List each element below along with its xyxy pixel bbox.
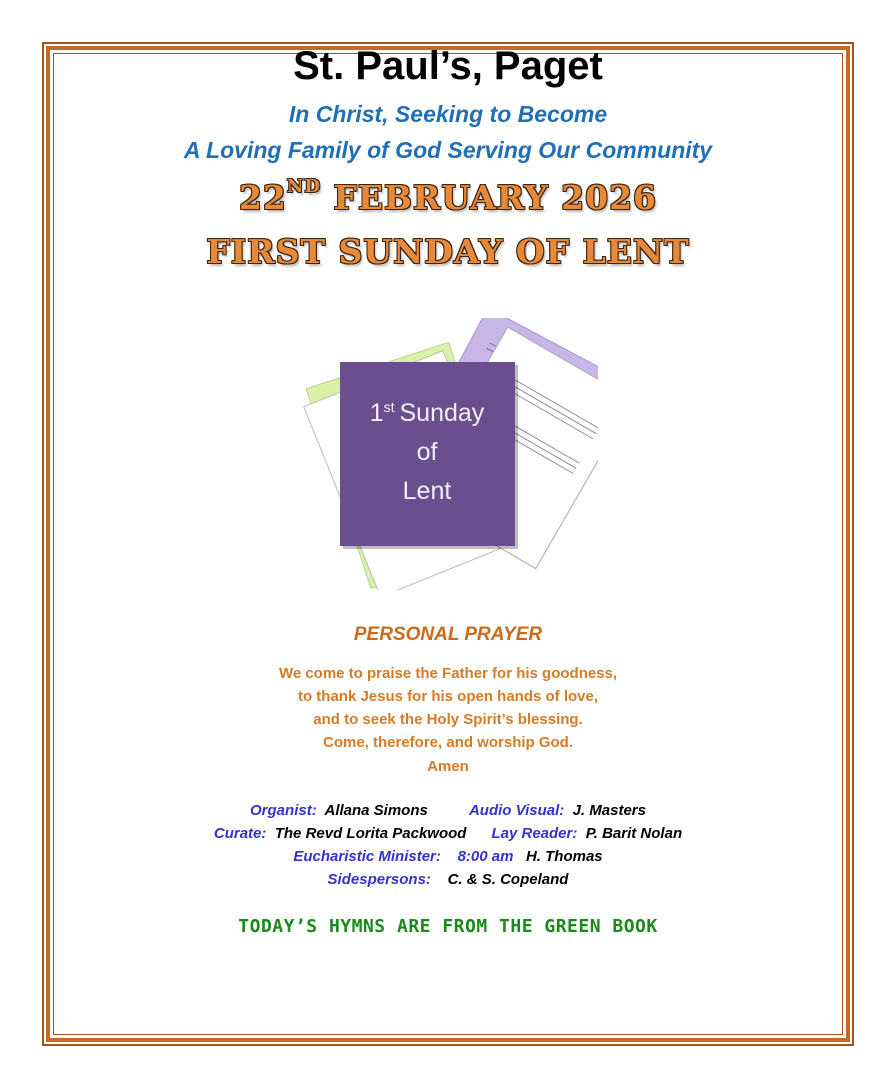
curate-name: The Revd Lorita Packwood	[274, 825, 467, 842]
lay-reader-name: P. Barit Nolan	[585, 825, 683, 842]
roles-row-4	[0, 871, 896, 888]
prayer-line-4: Come, therefore, and worship God.	[322, 734, 574, 751]
prayer-heading: PERSONAL PRAYER	[353, 624, 543, 645]
sidespersons-label: Sidespersons:	[327, 871, 431, 888]
lay-reader-label: Lay Reader:	[491, 825, 578, 842]
eucharistic-minister-time: 8:00 am	[457, 848, 514, 865]
service-occasion: FIRST SUNDAY OF LENT	[206, 232, 690, 271]
card-line-1: 1st Sunday	[369, 399, 485, 427]
prayer-amen: Amen	[427, 758, 469, 775]
organist-label: Organist:	[250, 802, 317, 819]
organist-name: Allana Simons	[324, 802, 428, 819]
roles-row-3	[0, 848, 896, 865]
lent-artwork	[298, 318, 598, 590]
date-suffix: ND	[286, 176, 321, 197]
eucharistic-minister-name: H. Thomas	[525, 848, 603, 865]
prayer-line-2: to thank Jesus for his open hands of love,	[297, 688, 599, 705]
card-line-3: Lent	[402, 477, 452, 505]
hymns-notice: TODAY’S HYMNS ARE FROM THE GREEN BOOK	[238, 916, 658, 937]
av-name: J. Masters	[572, 802, 646, 819]
date-day: 22	[238, 178, 287, 217]
av-label: Audio Visual:	[468, 802, 565, 819]
roles-row-1	[0, 802, 896, 819]
date-month-year: FEBRUARY 2026	[333, 178, 658, 217]
eucharistic-minister-label: Eucharistic Minister:	[293, 848, 441, 865]
service-date	[0, 178, 896, 217]
church-name: St. Paul’s, Paget	[293, 44, 603, 88]
prayer-line-1: We come to praise the Father for his goodness,	[278, 665, 618, 682]
tagline-line-1: In Christ, Seeking to Become	[288, 101, 608, 127]
curate-label: Curate:	[213, 825, 267, 842]
tagline-line-2: A Loving Family of God Serving Our Community	[183, 137, 713, 163]
roles-row-2	[0, 825, 896, 842]
sidespersons-name: C. & S. Copeland	[447, 871, 569, 888]
prayer-line-3: and to seek the Holy Spirit’s blessing.	[313, 711, 583, 728]
card-line-2: of	[416, 438, 438, 466]
